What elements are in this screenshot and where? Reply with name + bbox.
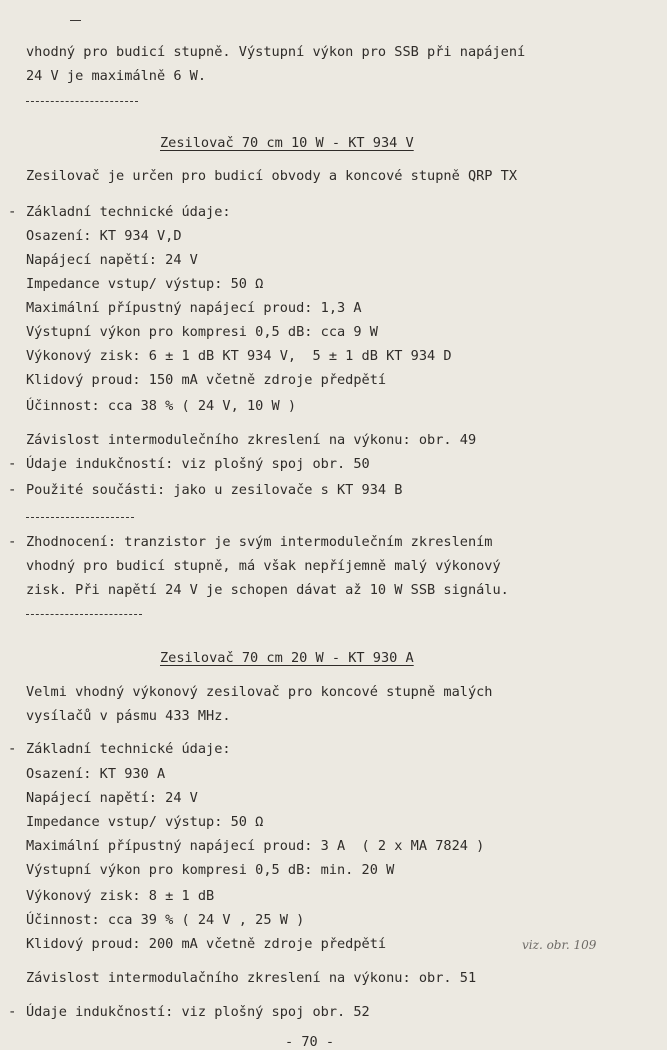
spec-line: Účinnost: cca 39 % ( 24 V , 25 W ) bbox=[26, 912, 305, 928]
spec-heading: Základní technické údaje: bbox=[26, 741, 231, 757]
spec-line: Napájecí napětí: 24 V bbox=[26, 790, 198, 806]
spec-line: Výkonový zisk: 6 ± 1 dB KT 934 V, 5 ± 1 dB KT 934 D bbox=[26, 348, 452, 364]
bullet-dash: - bbox=[8, 482, 17, 498]
text-line: 24 V je maximálně 6 W. bbox=[26, 68, 207, 84]
text-line: Závislost intermodulečního zkreslení na výkonu: obr. 49 bbox=[26, 432, 477, 448]
section-title: Zesilovač 70 cm 20 W - KT 930 A bbox=[160, 650, 414, 666]
text-line: Údaje indukčností: viz plošný spoj obr. 50 bbox=[26, 456, 370, 472]
text-line: vhodný pro budicí stupně, má však nepříjemně malý výkonový bbox=[26, 558, 501, 574]
spec-line: Klidový proud: 200 mA včetně zdroje předpětí bbox=[26, 936, 387, 952]
section-title: Zesilovač 70 cm 10 W - KT 934 V bbox=[160, 135, 414, 151]
bullet-dash: - bbox=[8, 1004, 17, 1020]
section-intro: Zesilovač je určen pro budicí obvody a koncové stupně QRP TX bbox=[26, 168, 518, 184]
spec-line: Výkonový zisk: 8 ± 1 dB bbox=[26, 888, 215, 904]
spec-line: Účinnost: cca 38 % ( 24 V, 10 W ) bbox=[26, 398, 297, 414]
section-intro: vysílačů v pásmu 433 MHz. bbox=[26, 708, 231, 724]
bullet-dash: - bbox=[8, 204, 17, 220]
text-line: Použité součásti: jako u zesilovače s KT 934 B bbox=[26, 482, 403, 498]
text-line: vhodný pro budicí stupně. Výstupní výkon pro SSB při napájení bbox=[26, 44, 526, 60]
separator-line bbox=[26, 517, 134, 518]
bullet-dash: - bbox=[8, 456, 17, 472]
spec-line: Maximální přípustný napájecí proud: 1,3 A bbox=[26, 300, 362, 316]
spec-line: Maximální přípustný napájecí proud: 3 A ( 2 x MA 7824 ) bbox=[26, 838, 485, 854]
bullet-dash: - bbox=[8, 741, 17, 757]
text-line: Údaje indukčností: viz plošný spoj obr. 52 bbox=[26, 1004, 370, 1020]
page-number: - 70 - bbox=[285, 1034, 335, 1050]
spec-line: Osazení: KT 934 V,D bbox=[26, 228, 182, 244]
spec-line: Impedance vstup/ výstup: 50 Ω bbox=[26, 276, 264, 292]
handwritten-note: viz. obr. 109 bbox=[522, 938, 597, 952]
top-mark bbox=[70, 20, 81, 21]
spec-line: Impedance vstup/ výstup: 50 Ω bbox=[26, 814, 264, 830]
separator-line bbox=[26, 614, 142, 615]
text-line: Zhodnocení: tranzistor je svým intermodulečním zkreslením bbox=[26, 534, 493, 550]
spec-heading: Základní technické údaje: bbox=[26, 204, 231, 220]
spec-line: Výstupní výkon pro kompresi 0,5 dB: cca 9 W bbox=[26, 324, 378, 340]
spec-line: Výstupní výkon pro kompresi 0,5 dB: min. 20 W bbox=[26, 862, 395, 878]
spec-line: Osazení: KT 930 A bbox=[26, 766, 166, 782]
bullet-dash: - bbox=[8, 534, 17, 550]
spec-line: Klidový proud: 150 mA včetně zdroje předpětí bbox=[26, 372, 387, 388]
text-line: zisk. Při napětí 24 V je schopen dávat až 10 W SSB signálu. bbox=[26, 582, 509, 598]
text-line: Závislost intermodulačního zkreslení na výkonu: obr. 51 bbox=[26, 970, 477, 986]
spec-line: Napájecí napětí: 24 V bbox=[26, 252, 198, 268]
section-intro: Velmi vhodný výkonový zesilovač pro koncové stupně malých bbox=[26, 684, 493, 700]
separator-line bbox=[26, 101, 138, 102]
